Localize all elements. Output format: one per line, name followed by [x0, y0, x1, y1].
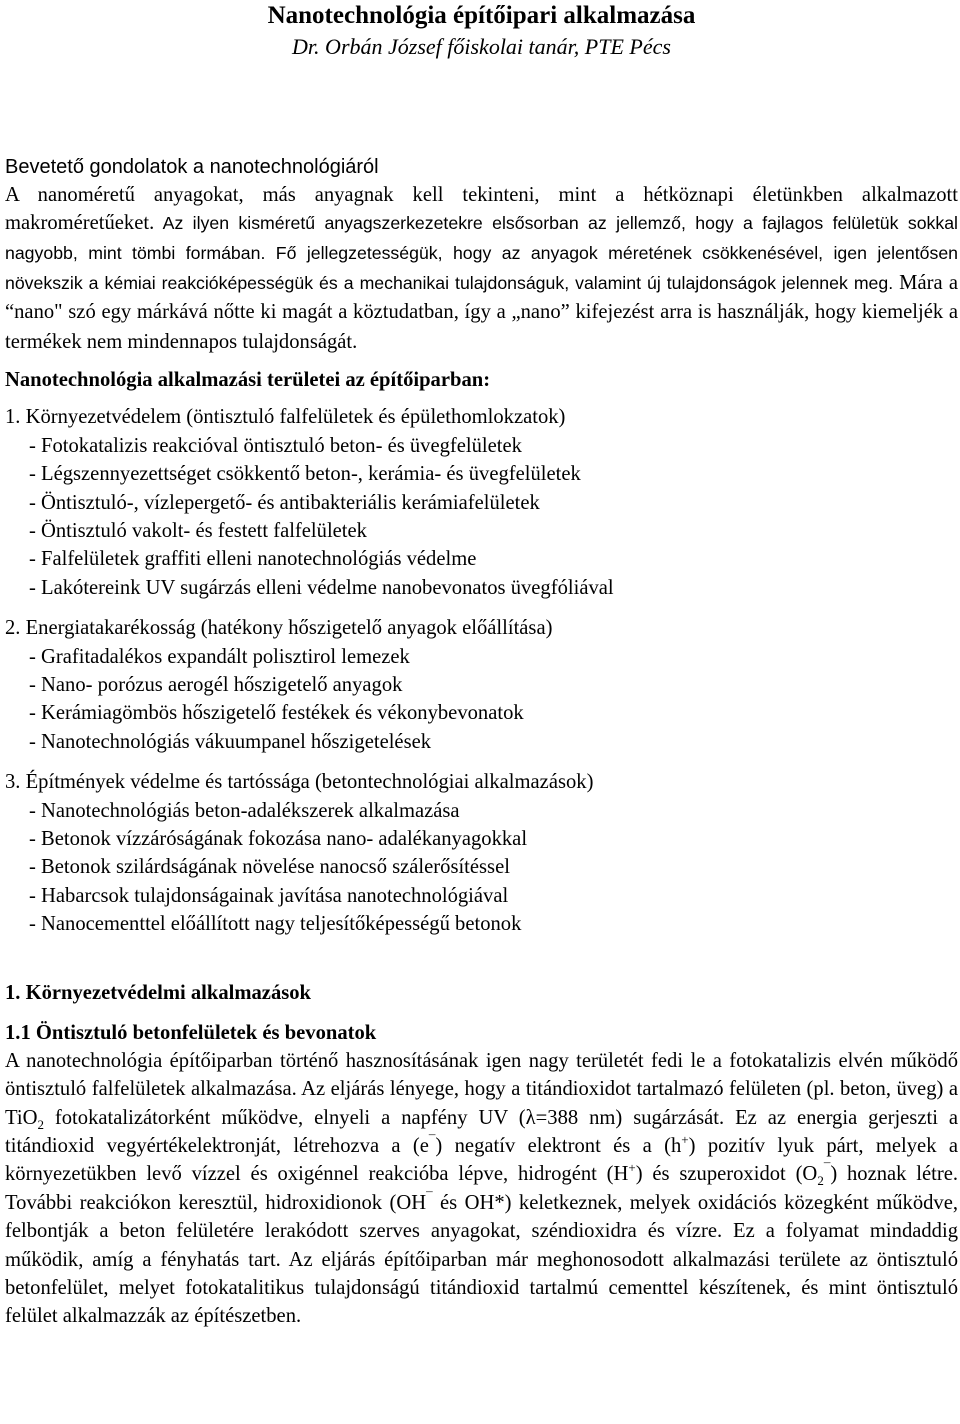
superscript: + — [681, 1132, 689, 1148]
list-item: - Fotokatalizis reakcióval öntisztuló beton- és üvegfelületek — [29, 434, 522, 457]
list-item: - Betonok szilárdságának növelése nanocső szálerősítéssel — [29, 856, 510, 879]
paragraph-text: fotokatalizátorként működve, elnyeli a napfény UV ( — [43, 1106, 526, 1129]
intro-line: A nanoméretű anyagokat, más anyagnak kell tekinteni, mint a hétköznapi életünkben alkalmazott — [5, 184, 958, 206]
list-item: - Grafitadalékos expandált polisztirol lemezek — [29, 645, 410, 668]
list-item: - Lakótereink UV sugárzás elleni védelme nanobevonatos üvegfóliával — [29, 576, 614, 599]
section-paragraph — [5, 1047, 958, 1331]
paragraph-text: ) pozitív lyuk párt, melyek a környezetükben levő vízzel és oxigénnel reakcióba lépve, hidrogént (H — [5, 1134, 958, 1186]
document-author: Dr. Orbán József főiskolai tanár, PTE Pécs — [292, 34, 671, 59]
paragraph-text: ) negatív elektront és a (h — [435, 1134, 682, 1157]
intro-paragraph-end: Mára a “nano" szó egy márkává nőtte ki magát a köztudatban, így a „nano” kifejezést arra is használják, hogy kiemeljék a termékek nem mindennapos tulajdonságát. — [5, 271, 958, 353]
superscript: + — [628, 1160, 636, 1176]
list-item: - Nano- porózus aerogél hőszigetelő anyagok — [29, 674, 403, 697]
area-group-3 — [5, 768, 958, 938]
section-heading: 1. Környezetvédelmi alkalmazások — [5, 981, 312, 1004]
document-title: Nanotechnológia építőipari alkalmazása — [267, 2, 696, 29]
subscript: 2 — [37, 1116, 44, 1132]
superscript: ¯ — [428, 1132, 436, 1148]
list-item: - Habarcsok tulajdonságainak javítása nanotechnológiával — [29, 884, 509, 907]
list-item: - Kerámiagömbös hőszigetelő festékek és vékonybevonatok — [29, 702, 524, 725]
list-item: - Nanotechnológiás beton-adalékszerek alkalmazása — [29, 799, 460, 822]
intro-paragraph-body: Az ilyen kisméretű anyagszerkezetekre elsősorban az jellemző, hogy a fajlagos felületük sokkal nagyobb, mint tömbi formában. Fő jellegzetességük, hogy az anyagok méretének csökkenésével, igen jelentősen növekszik a kémiai reakcióképességük és a mechanikai tulajdonságuk, valamint új tulajdonságok jelennek meg. — [5, 213, 958, 293]
paragraph-text: =388 nm) sugárzását. Ez az energia gerjeszti a titándioxid vegyértékelektronját, létrehozva a (e — [5, 1106, 958, 1157]
document-page — [5, 0, 958, 1331]
list-item: - Öntisztuló vakolt- és festett falfelületek — [29, 520, 367, 542]
paragraph-text: A nanotechnológia építőiparban történő hasznosításának igen nagy területét fedi le a fotokatalizis elvén működő öntisztuló falfelületek alkalmazása. Az eljárás lényege, hogy a titándioxidot tartalmazó felületen (pl. beton, üveg) a TiO — [5, 1049, 958, 1129]
superscript: ¯ — [823, 1160, 831, 1176]
list-item: - Nanotechnológiás vákuumpanel hőszigetelések — [29, 730, 432, 753]
intro-heading: Bevetető gondolatok a nanotechnológiáról — [5, 156, 379, 178]
area-group-heading: 2. Energiatakarékosság (hatékony hőszigetelő anyagok előállítása) — [5, 617, 553, 640]
paragraph-text: ) hoznak létre. További reakciókon keresztül, hidroxidionok (OH — [5, 1163, 958, 1214]
lambda-symbol: λ — [525, 1106, 536, 1129]
superscript: ¯ — [426, 1188, 433, 1204]
list-item: - Betonok vízzáróságának fokozása nano- adalékanyagokkal — [29, 828, 528, 851]
area-group-2 — [5, 614, 958, 756]
list-item: - Öntisztuló-, vízlepergető- és antibakteriális kerámiafelületek — [29, 491, 540, 514]
area-group-1 — [5, 403, 958, 602]
intro-paragraph-start: makroméretűeket. — [5, 212, 155, 235]
areas-heading: Nanotechnológia alkalmazási területei az építőiparban: — [5, 369, 491, 392]
paragraph-text: ) és szuperoxidot (O — [635, 1163, 818, 1186]
paragraph-text: és OH*) keletkeznek, melyek oxidációs közegként működve, felbontják a beton felületére lerakódott szerves anyagokat, széndioxidra és vízre. Ez a folyamat mindaddig működik, amíg a fényhatás tart. Az eljárás építőiparban már meghonosodott alkalmazási területe az öntisztuló betonfelület, melyet fotokatalitikus tulajdonságú titándioxid tartalmú cementtel készítenek, és mint öntisztuló felület alkalmazzák az építészetben. — [5, 1191, 958, 1328]
list-item: - Falfelületek graffiti elleni nanotechnológiás védelme — [29, 548, 477, 571]
list-item: - Nanocementtel előállított nagy teljesítőképességű betonok — [29, 913, 522, 936]
list-item: - Légszennyezettséget csökkentő beton-, kerámia- és üvegfelületek — [29, 463, 581, 486]
subscript: 2 — [817, 1173, 824, 1189]
intro-paragraph — [5, 209, 958, 357]
area-group-heading: 3. Építmények védelme és tartóssága (betontechnológiai alkalmazások) — [5, 771, 594, 794]
area-group-heading: 1. Környezetvédelem (öntisztuló falfelületek és épülethomlokzatok) — [5, 406, 566, 429]
subsection-heading: 1.1 Öntisztuló betonfelületek és bevonatok — [5, 1021, 377, 1044]
